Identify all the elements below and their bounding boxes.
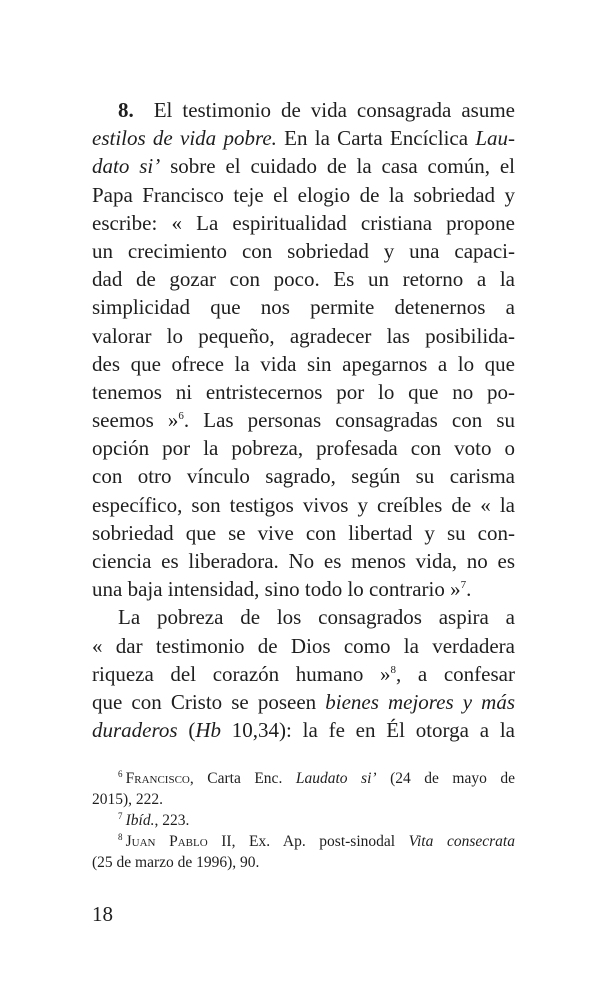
page-number: 18 (92, 902, 113, 926)
text-line: dad de gozar con poco. Es un retorno a la (92, 267, 515, 292)
text-line: con otro vínculo sagrado, según su carisma (92, 464, 515, 489)
text-line: Papa Francisco teje el elogio de la sobriedad y (92, 182, 515, 207)
footnote-ref-8: 8 (390, 663, 397, 676)
text-line: La pobreza de los consagrados aspira a (118, 605, 515, 630)
footnote-8-cont: (25 de marzo de 1996), 90. (92, 854, 260, 871)
text-line: que con Cristo se poseen bienes mejores y más (92, 689, 516, 714)
text-line: sobriedad que se vive con libertad y su con- (92, 520, 515, 545)
paragraph-number: 8. (118, 98, 134, 122)
body-text (92, 96, 515, 744)
text-line: ciencia es liberadora. No es menos vida, no es (92, 549, 515, 573)
text-line: estilos de vida pobre. En la Carta Encíclica Lau- (92, 126, 515, 151)
text-line: escribe: « La espiritualidad cristiana propone (92, 210, 515, 235)
footnote-ref-6: 6 (178, 410, 184, 423)
footnote-6-cont: 2015), 222. (92, 791, 164, 808)
text-line: riqueza del corazón humano »$^8$, a confesar (92, 661, 515, 686)
footnote-8: $^8$ Juan Pablo II, Ex. Ap. post-sinodal Vita consecrata (118, 831, 515, 850)
text-line: opción por la pobreza, profesada con voto o (92, 436, 515, 461)
text-line: una baja intensidad, sino todo lo contrario »$^7$. (92, 577, 472, 602)
text-line: dato si’ sobre el cuidado de la casa común, el (92, 154, 515, 179)
text-line: valorar lo pequeño, agradecer las posibilida- (92, 323, 515, 348)
text-line: des que ofrece la vida sin apegarnos a lo que (92, 351, 515, 376)
text-line: simplicidad que nos permite detenernos a (92, 295, 515, 320)
text-line: duraderos (Hb 10,34): la fe en Él otorga a la (92, 718, 515, 743)
footnote-6: $^6$ Francisco, Carta Enc. Laudato si’ (24 de mayo de (118, 768, 515, 787)
text-line: 8. El testimonio de vida consagrada asume (118, 98, 516, 122)
text-line: seemos »$^6$. Las personas consagradas con su (92, 408, 515, 433)
text-line: específico, son testigos vivos y creíbles de « la (92, 492, 515, 517)
footnotes (92, 768, 515, 873)
text-line: un crecimiento con sobriedad y una capaci- (92, 238, 515, 263)
footnote-7: $^7$ Ibíd., 223. (118, 810, 190, 829)
footnote-ref-7: 7 (460, 579, 467, 592)
text-line: « dar testimonio de Dios como la verdadera (92, 633, 515, 658)
text-line: tenemos ni entristecernos por lo que no po- (92, 379, 515, 404)
